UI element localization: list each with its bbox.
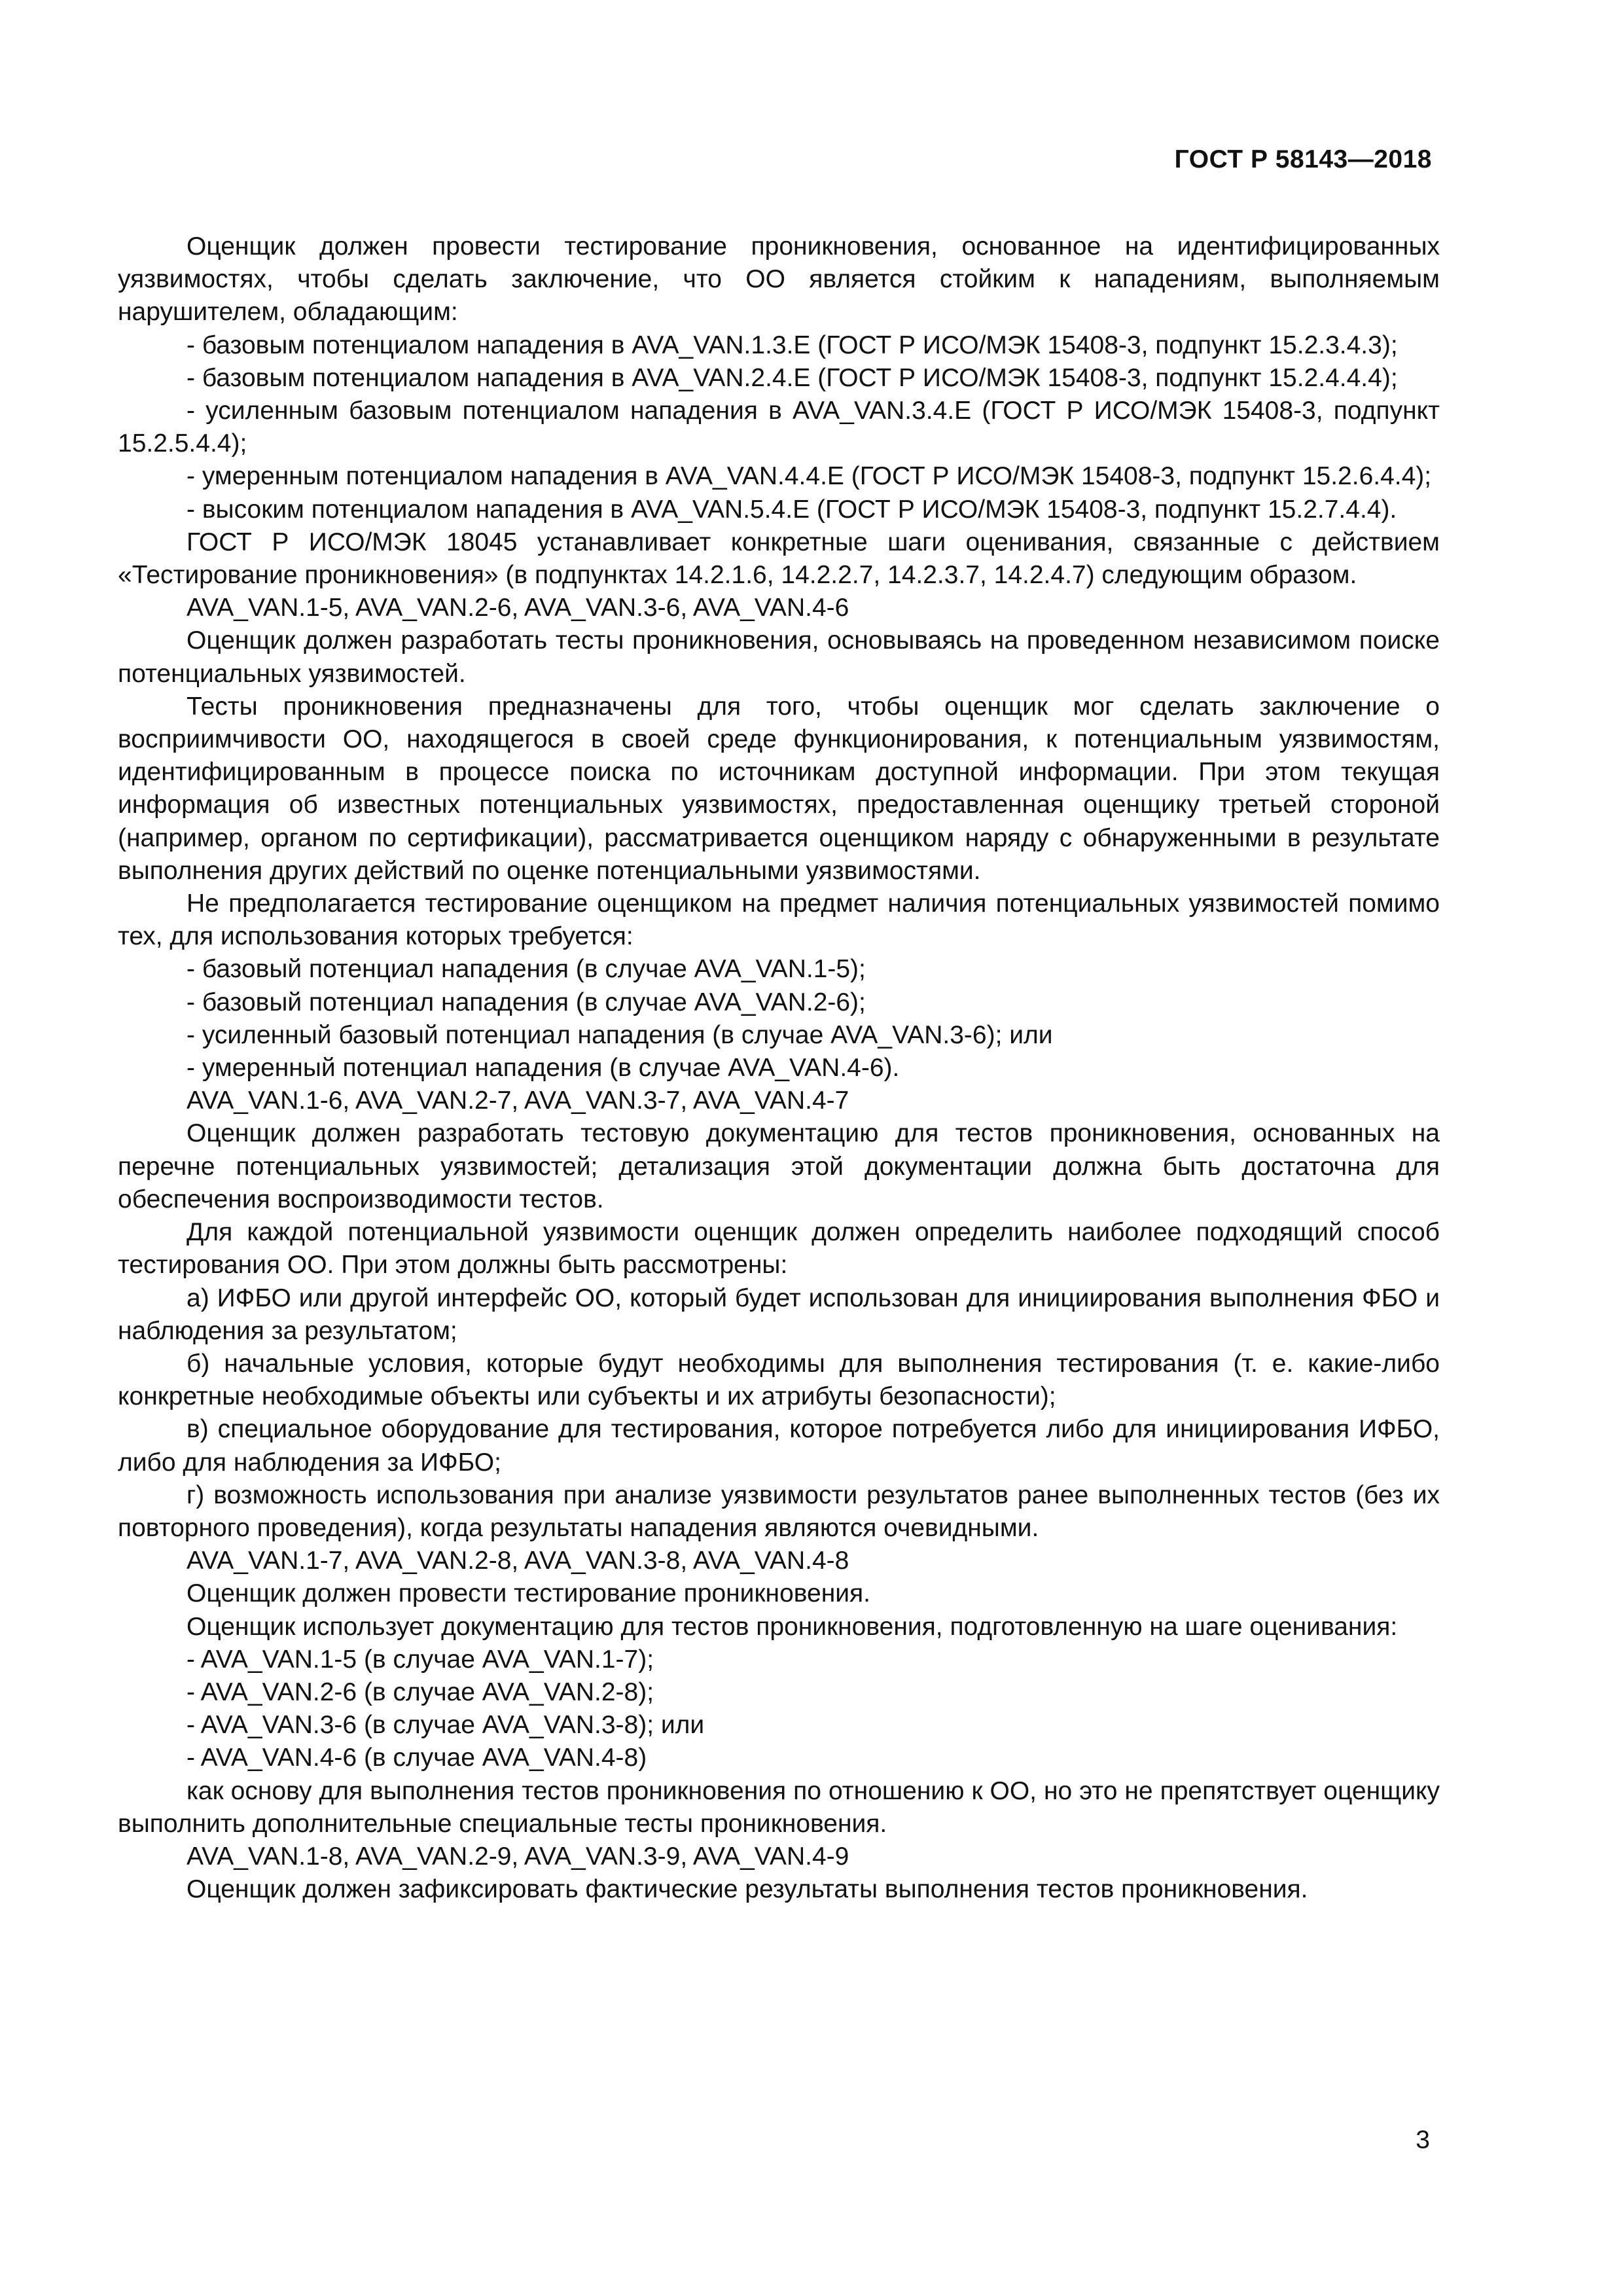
document-header-standard: ГОСТ Р 58143—2018: [1174, 145, 1432, 173]
paragraph: Тесты проникновения предназначены для того, чтобы оценщик мог сделать заключение о восприимчивости ОО, находящегося в своей среде функционирования, к потенциальным уязвимостям, идентифицированным в процессе поиска по источникам доступной информации. При этом текущая информация об известных потенциальных уязвимостях, предоставленная оценщику третьей стороной (например, органом по сертификации), рассматривается оценщиком наряду с обнаруженными в результате выполнения других действий по оценке потенциальными уязвимостями.: [118, 692, 1440, 885]
step-identifier: AVA_VAN.1-8, AVA_VAN.2-9, AVA_VAN.3-9, AVA_VAN.4-9: [187, 1842, 849, 1871]
paragraph: Оценщик должен зафиксировать фактические результаты выполнения тестов проникновения.: [187, 1875, 1308, 1904]
list-item: - высоким потенциалом нападения в AVA_VAN.5.4.E (ГОСТ Р ИСО/МЭК 15408-3, подпункт 15.2.7.4.4).: [187, 495, 1397, 524]
paragraph: Оценщик должен провести тестирование проникновения, основанное на идентифицированных уязвимостях, чтобы сделать заключение, что ОО является стойким к нападениям, выполняемым нарушителем, обладающим:: [118, 232, 1440, 327]
list-item: - базовый потенциал нападения (в случае AVA_VAN.1-5);: [187, 955, 866, 984]
list-item: - усиленный базовый потенциал нападения (в случае AVA_VAN.3-6); или: [187, 1020, 1053, 1049]
list-item: б) начальные условия, которые будут необходимы для выполнения тестирования (т. е. какие-либо конкретные необходимые объекты или субъекты и их атрибуты безопасности);: [118, 1349, 1440, 1411]
list-item: - AVA_VAN.1-5 (в случае AVA_VAN.1-7);: [187, 1645, 654, 1674]
list-item: а) ИФБО или другой интерфейс ОО, который будет использован для инициирования выполнения ФБО и наблюдения за результатом;: [118, 1283, 1440, 1345]
list-item: - AVA_VAN.3-6 (в случае AVA_VAN.3-8); или: [187, 1711, 705, 1740]
paragraph: Не предполагается тестирование оценщиком на предмет наличия потенциальных уязвимостей помимо тех, для использования которых требуется:: [118, 889, 1440, 951]
paragraph: как основу для выполнения тестов проникновения по отношению к ОО, но это не препятствует оценщику выполнить дополнительные специальные тесты проникновения.: [118, 1776, 1440, 1838]
paragraph: Оценщик использует документацию для тестов проникновения, подготовленную на шаге оценивания:: [187, 1612, 1398, 1641]
list-item: - AVA_VAN.4-6 (в случае AVA_VAN.4-8): [187, 1744, 647, 1772]
paragraph: Для каждой потенциальной уязвимости оценщик должен определить наиболее подходящий способ тестирования ОО. При этом должны быть рассмотрены:: [118, 1218, 1440, 1280]
page-number: 3: [1416, 2126, 1430, 2154]
paragraph: ГОСТ Р ИСО/МЭК 18045 устанавливает конкретные шаги оценивания, связанные с действием «Тестирование проникновения» (в подпунктах 14.2.1.6, 14.2.2.7, 14.2.3.7, 14.2.4.7) следующим образом.: [118, 528, 1440, 590]
list-item: - базовым потенциалом нападения в AVA_VAN.2.4.E (ГОСТ Р ИСО/МЭК 15408-3, подпункт 15.2.4.4.4);: [187, 363, 1398, 392]
paragraph: Оценщик должен разработать тестовую документацию для тестов проникновения, основанных на перечне потенциальных уязвимостей; детализация этой документации должна быть достаточна для обеспечения воспроизводимости тестов.: [118, 1119, 1440, 1213]
list-item: - базовый потенциал нападения (в случае AVA_VAN.2-6);: [187, 988, 866, 1016]
list-item: - умеренным потенциалом нападения в AVA_VAN.4.4.E (ГОСТ Р ИСО/МЭК 15408-3, подпункт 15.2.6.4.4);: [187, 462, 1432, 491]
paragraph: Оценщик должен разработать тесты проникновения, основываясь на проведенном независимом поиске потенциальных уязвимостей.: [118, 626, 1440, 688]
list-item: в) специальное оборудование для тестирования, которое потребуется либо для инициирования ИФБО, либо для наблюдения за ИФБО;: [118, 1415, 1440, 1477]
list-item: - AVA_VAN.2-6 (в случае AVA_VAN.2-8);: [187, 1677, 654, 1706]
list-item: - умеренный потенциал нападения (в случае AVA_VAN.4-6).: [187, 1054, 900, 1083]
list-item: - базовым потенциалом нападения в AVA_VAN.1.3.E (ГОСТ Р ИСО/МЭК 15408-3, подпункт 15.2.3.4.3);: [187, 331, 1398, 359]
list-item: - усиленным базовым потенциалом нападения в AVA_VAN.3.4.E (ГОСТ Р ИСО/МЭК 15408-3, подпункт 15.2.5.4.4);: [118, 397, 1440, 458]
paragraph: Оценщик должен провести тестирование проникновения.: [187, 1579, 871, 1608]
step-identifier: AVA_VAN.1-7, AVA_VAN.2-8, AVA_VAN.3-8, AVA_VAN.4-8: [187, 1547, 849, 1575]
step-identifier: AVA_VAN.1-5, AVA_VAN.2-6, AVA_VAN.3-6, AVA_VAN.4-6: [187, 594, 849, 622]
list-item: г) возможность использования при анализе уязвимости результатов ранее выполненных тестов (без их повторного проведения), когда результаты нападения являются очевидными.: [118, 1480, 1440, 1542]
document-body: [118, 230, 1440, 1906]
step-identifier: AVA_VAN.1-6, AVA_VAN.2-7, AVA_VAN.3-7, AVA_VAN.4-7: [187, 1086, 849, 1115]
